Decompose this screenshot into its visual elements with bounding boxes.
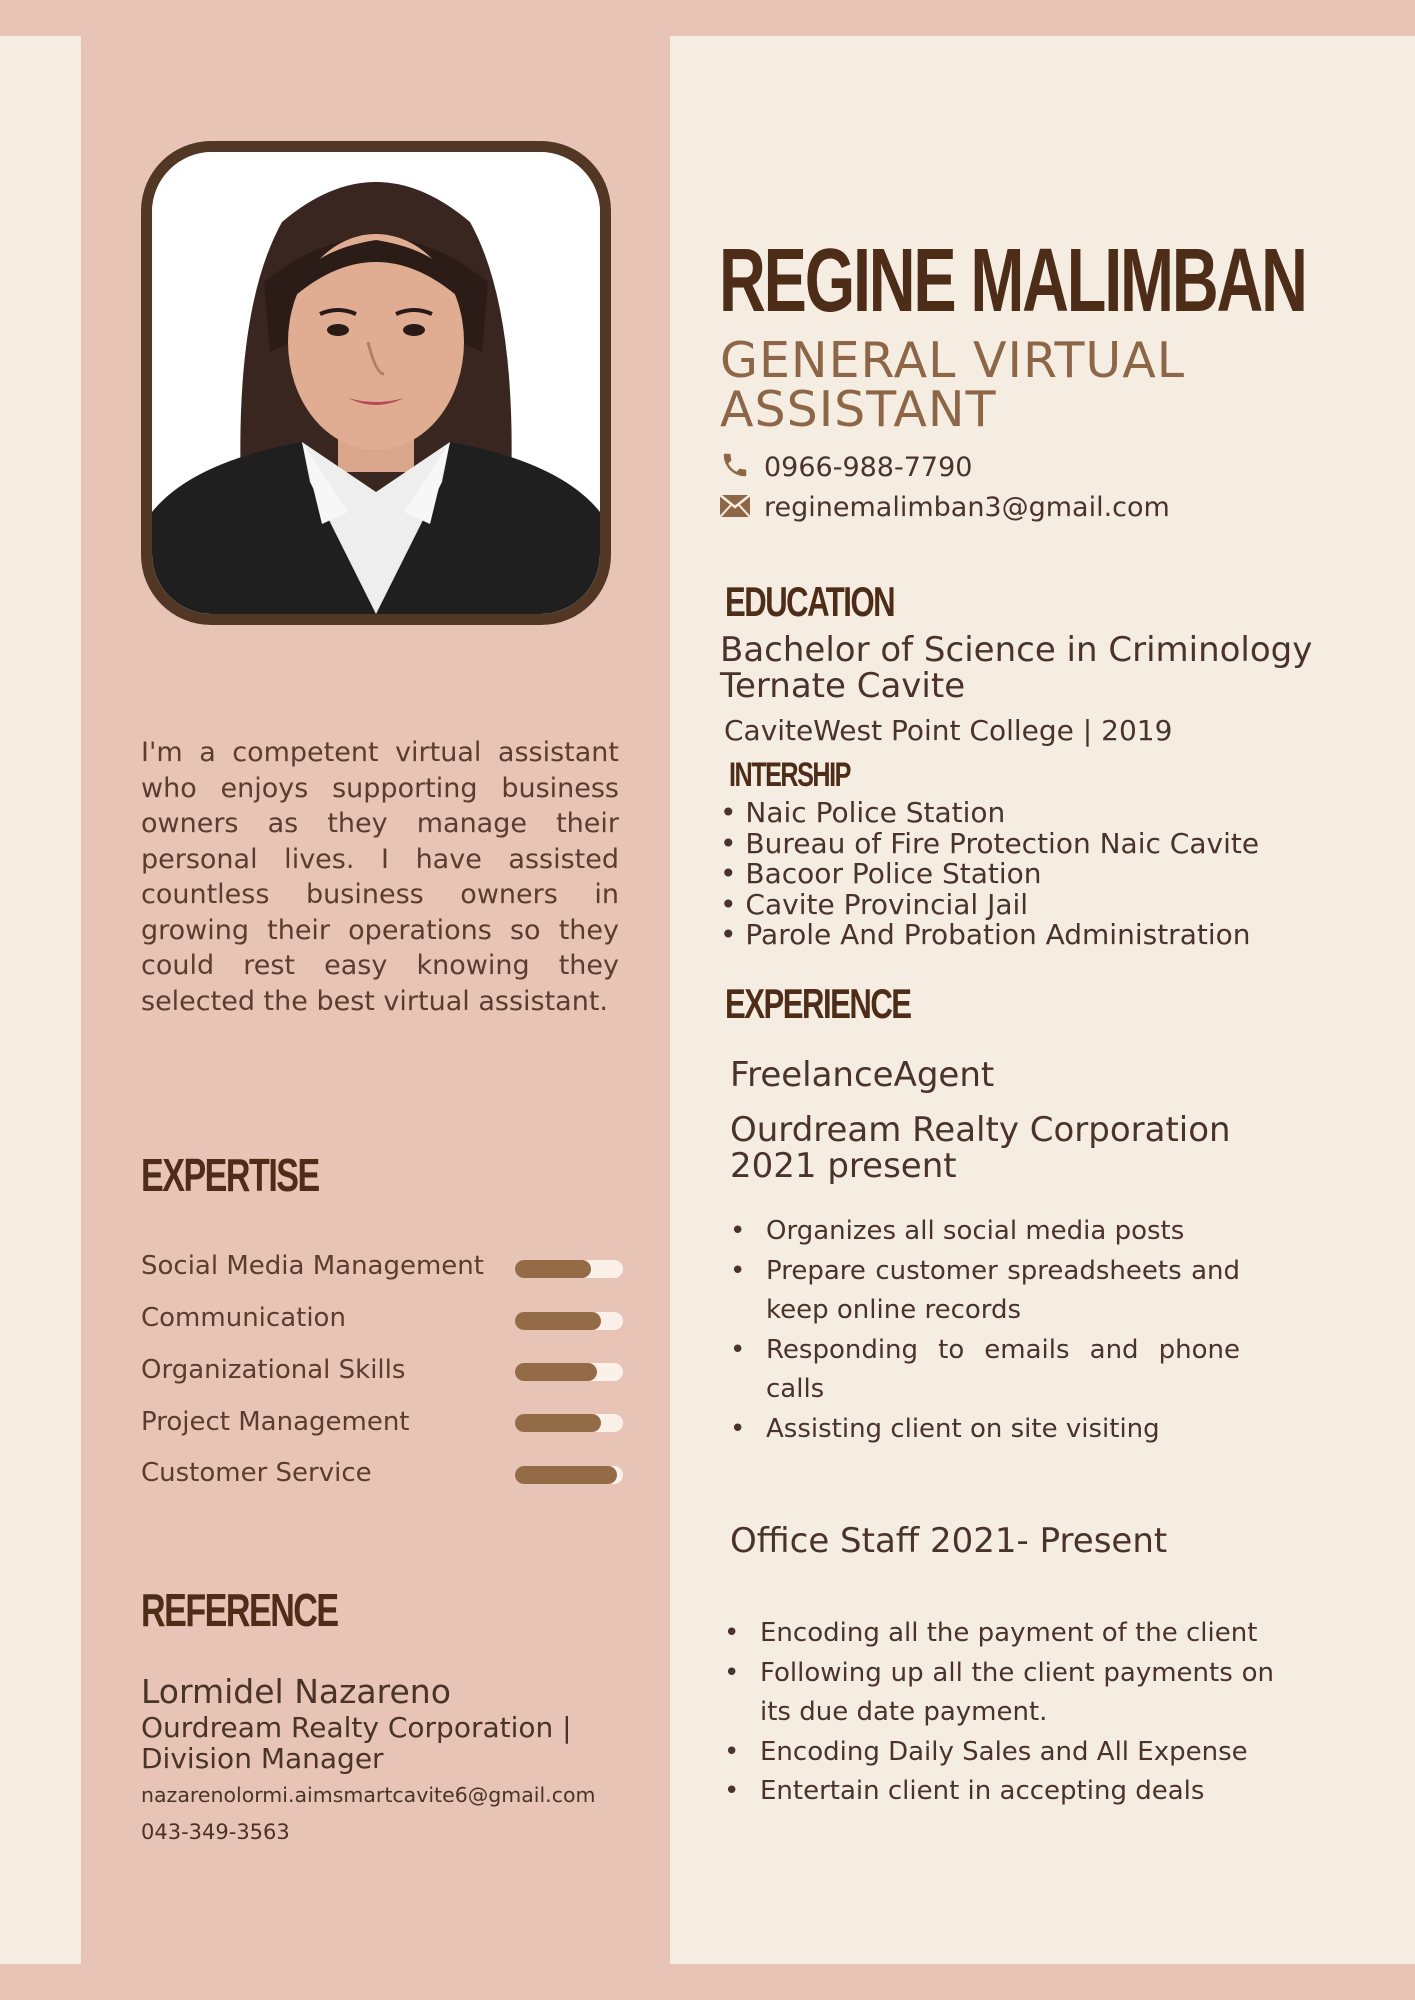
skill-bar [515,1363,623,1381]
list-item: • Assisting client on site visiting [730,1410,1240,1450]
phone-text: 0966-988-7790 [764,452,973,483]
skill-label: Organizational Skills [141,1355,406,1385]
phone-line [720,450,972,487]
education-degree: Bachelor of Science in Criminology Ternate Cavite [720,630,1313,706]
skill-bar-fill [515,1260,591,1278]
reference-phone: 043-349-3563 [141,1820,290,1844]
list-item: • Entertain client in accepting deals [724,1772,1274,1812]
skill-bar [515,1260,623,1278]
education-school: CaviteWest Point College | 2019 [724,714,1173,747]
list-item: • Organizes all social media posts [730,1212,1240,1252]
reference-heading: REFERENCE [141,1584,338,1636]
internship-heading: INTERSHIP [729,756,850,794]
candidate-name: REGINE MALIMBAN [719,231,1306,331]
list-item: • Bureau of Fire Protection Naic Cavite [720,826,1260,860]
skill-bar-fill [515,1466,617,1484]
experience-heading: EXPERIENCE [725,980,911,1027]
skill-bar [515,1466,623,1484]
job-title-office-staff: Office Staff 2021- Present [730,1521,1168,1561]
expertise-heading: EXPERTISE [141,1149,319,1201]
list-item: • Prepare customer spreadsheets and keep online records [730,1252,1240,1331]
skill-label: Project Management [141,1407,410,1437]
list-item: • Following up all the client payments on its due date payment. [724,1654,1274,1733]
skill-bar-fill [515,1312,601,1330]
job-duties-list [730,1212,1240,1449]
email-text: reginemalimban3@gmail.com [764,492,1170,523]
internship-list [720,798,1259,951]
education-heading: EDUCATION [725,578,895,625]
profile-photo-frame [141,141,611,625]
email-line [720,492,1170,524]
list-item: • Naic Police Station [720,796,1006,829]
profile-photo-illustration [152,152,600,614]
candidate-role: GENERAL VIRTUAL ASSISTANT [720,332,1186,438]
list-item: • Cavite Provincial Jail [720,887,1029,921]
profile-photo [152,152,600,614]
reference-company: Ourdream Realty Corporation | Division Manager [141,1711,572,1775]
phone-icon [720,450,752,487]
skill-bar-fill [515,1363,597,1381]
list-item: • Encoding all the payment of the client [724,1614,1274,1654]
skill-label: Customer Service [141,1458,372,1488]
profile-summary: I'm a competent virtual assistant who enjoys supporting business owners as they manage their personal lives. I have assisted countless business owners in growing their operations so they could rest easy knowing they selected the best virtual assistant. [141,737,619,1017]
office-duties-list [724,1614,1274,1812]
list-item: • Bacoor Police Station [720,857,1042,890]
reference-email: nazarenolormi.aimsmartcavite6@gmail.com [141,1783,596,1807]
skill-bar-fill [515,1414,601,1432]
job-period: 2021 present [730,1146,957,1186]
skill-bar [515,1312,623,1330]
left-margin-strip [0,36,81,1964]
list-item: • Encoding Daily Sales and All Expense [724,1733,1274,1773]
skill-bar [515,1414,623,1432]
list-item: • Responding to emails and phone calls [730,1331,1240,1410]
job-title-freelance: FreelanceAgent [730,1055,995,1095]
reference-name: Lormidel Nazareno [141,1672,451,1711]
list-item: • Parole And Probation Administration [720,918,1251,951]
skill-label: Communication [141,1303,346,1333]
skill-label: Social Media Management [141,1251,484,1281]
mail-icon [720,493,752,524]
job-company: Ourdream Realty Corporation [730,1110,1231,1150]
